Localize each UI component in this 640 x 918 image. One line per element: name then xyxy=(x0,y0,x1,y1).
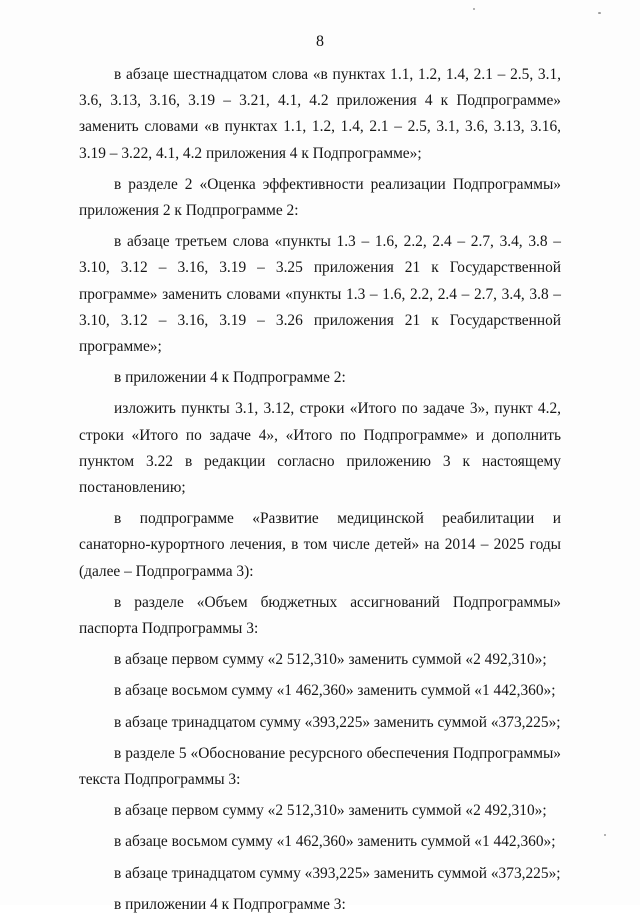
paragraph-11: в разделе 5 «Обоснование ресурсного обеспечения Подпрограммы» текста Подпрограммы 3: xyxy=(79,744,561,789)
page-number: 8 xyxy=(316,33,324,50)
paragraph-7: в разделе «Объем бюджетных ассигнований Подпрограммы» паспорта Подпрограммы 3: xyxy=(79,593,561,638)
paragraph-13: в абзаце восьмом сумму «1 462,360» заменить суммой «1 442,360»; xyxy=(114,833,556,851)
paragraph-12: в абзаце первом сумму «2 512,310» заменить суммой «2 492,310»; xyxy=(114,802,547,820)
paragraph-1: в абзаце шестнадцатом слова «в пунктах 1.1, 1.2, 1.4, 2.1 – 2.5, 3.1, 3.6, 3.13, 3.16, 3.19 – 3.21, 4.1, 4.2 приложения 4 к Подпрограмме» заменить словами «в пунктах 1.1, 1.2, 1.4, 2.1 – 2.5, 3.1, 3.6, 3.13, 3.16, 3.19 – 3.22, 4.1, 4.2 приложения 4 к Подпрограмме»; xyxy=(79,66,561,162)
paragraph-15: в приложении 4 к Подпрограмме 3: xyxy=(114,895,346,913)
paragraph-14: в абзаце тринадцатом сумму «393,225» заменить суммой «373,225»; xyxy=(114,864,561,882)
paragraph-8: в абзаце первом сумму «2 512,310» заменить суммой «2 492,310»; xyxy=(114,651,547,669)
document-body xyxy=(79,62,561,918)
paragraph-9: в абзаце восьмом сумму «1 462,360» заменить суммой «1 442,360»; xyxy=(114,682,556,700)
paragraph-10: в абзаце тринадцатом сумму «393,225» заменить суммой «373,225»; xyxy=(114,713,561,731)
scan-speck xyxy=(604,834,606,836)
paragraph-3: в абзаце третьем слова «пункты 1.3 – 1.6, 2.2, 2.4 – 2.7, 3.4, 3.8 – 3.10, 3.12 – 3.16, 3.19 – 3.25 приложения 21 к Государственной программе» заменить словами «пункты 1.3 – 1.6, 2.2, 2.4 – 2.7, 3.4, 3.8 – 3.10, 3.12 – 3.16, 3.19 – 3.26 приложения 21 к Государственной программе»; xyxy=(79,233,561,356)
paragraph-4: в приложении 4 к Подпрограмме 2: xyxy=(114,369,346,387)
scan-speck xyxy=(473,8,475,10)
paragraph-5: изложить пункты 3.1, 3.12, строки «Итого по задаче 3», пункт 4.2, строки «Итого по задаче 4», «Итого по Подпрограмме» и дополнить пунктом 3.22 в редакции согласно приложению 3 к настоящему постановлению; xyxy=(79,400,561,497)
scan-speck xyxy=(598,12,601,14)
paragraph-2: в разделе 2 «Оценка эффективности реализации Подпрограммы» приложения 2 к Подпрограмме 2: xyxy=(79,175,561,220)
paragraph-6: в подпрограмме «Развитие медицинской реабилитации и санаторно-курортного лечения, в том числе детей» на 2014 – 2025 годы (далее – Подпрограмма 3): xyxy=(79,510,561,580)
